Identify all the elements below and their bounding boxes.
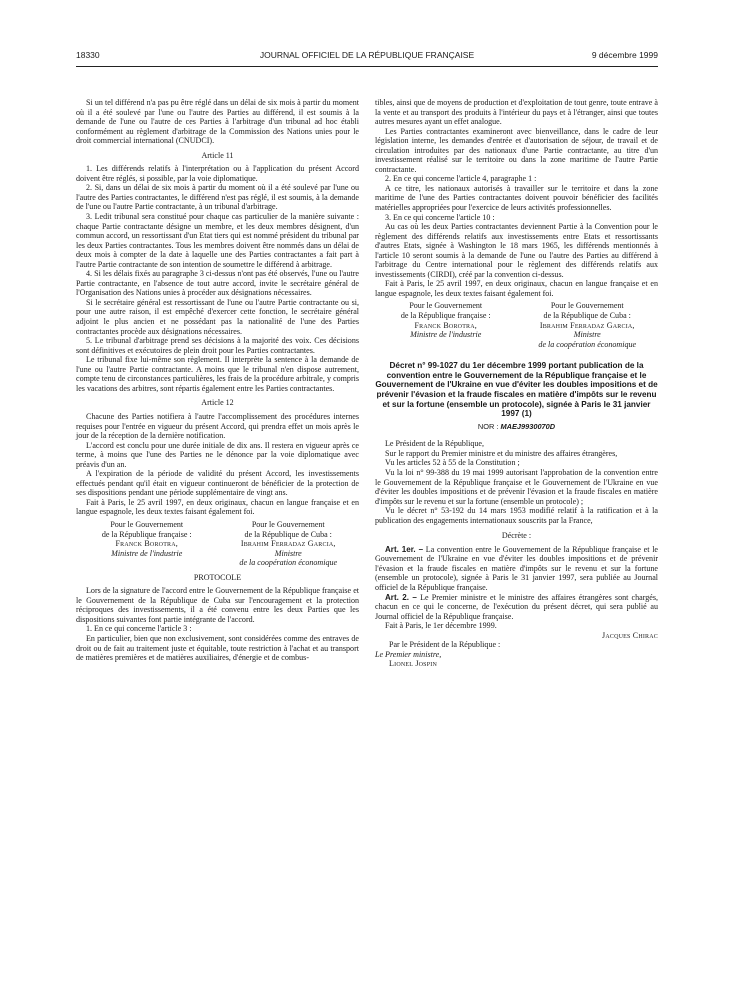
paragraph: 3. Ledit tribunal sera constitué pour chaque cas particulier de la manière suivante : chaque Partie contractante désigne un membre, et les deux membres désignent, d'un commun accord, un ressortissant d'un Etat tiers qui est nommé président du tribunal par les deux Parties contractantes. Tous les membres doivent être nommés dans un délai de deux mois à compter de la date à laquelle une des Parties contractantes a fait part à l'autre Partie contractante de son intention de soumettre le différend à arbitrage. (76, 212, 359, 269)
signature-france (375, 301, 517, 349)
signature-cuba (517, 301, 659, 349)
paragraph: A l'expiration de la période de validité du présent Accord, les investissements effectués pendant qu'il était en vigueur continueront de bénéficier de la protection de ses dispositions pendant une période supplémentaire de vingt ans. (76, 469, 359, 498)
nor-label: NOR : (477, 421, 499, 431)
signatory-name: Franck Borotra, (115, 539, 179, 549)
signatory-name: Franck Borotra, (414, 320, 478, 330)
nor-reference (375, 422, 658, 432)
left-column (76, 98, 359, 663)
paragraph: Si le secrétaire général est ressortissant de l'une ou l'autre Partie contractante ou si, pour une autre raison, il est empêché d'exercer cette fonction, le secrétaire général adjoint le plus ancien et ne possédant pas la nationalité de l'une des Parties contractantes procède aux désignations nécessaires. (76, 297, 359, 336)
page-header (76, 50, 658, 64)
signature-line: Pour le Gouvernement (251, 519, 325, 529)
paragraph: En particulier, bien que non exclusivement, sont considérées comme des entraves de droit ou de fait au traitement juste et équitable, toute restriction à l'achat et au transport de matières premières et de matières auxiliaires, d'énergie et de combus- (76, 633, 359, 663)
signature-line: de la République de Cuba : (244, 529, 332, 539)
signature-line: de la République française : (400, 311, 491, 321)
article-label: Art. 2. – (385, 592, 417, 602)
page-number: 18330 (76, 50, 100, 60)
paragraph: Les Parties contractantes examineront avec bienveillance, dans le cadre de leur législation interne, les demandes d'entrée et d'autorisation de séjour, de travail et de circulation introduites par des nationaux d'une Partie contractante, au titre d'un investissement réalisé sur le territoire ou dans la zone maritime de l'autre Partie contractante. (375, 126, 658, 174)
paragraph: 1. Les différends relatifs à l'interprétation ou à l'application du présent Accord doivent être réglés, si possible, par la voie diplomatique. (76, 164, 359, 183)
paragraph: L'accord est conclu pour une durée initiale de dix ans. Il restera en vigueur après ce terme, à moins que l'une des Parties ne le dénonce par la voie diplomatique avec préavis d'un an. (76, 440, 359, 469)
signature-line: Pour le Gouvernement (409, 301, 483, 311)
signatory-role: Ministre (573, 330, 601, 340)
article-label: Art. 1er. – (385, 544, 424, 554)
paragraph: 3. En ce qui concerne l'article 10 : (385, 212, 495, 222)
paragraph: Fait à Paris, le 25 avril 1997, en deux originaux, chacun en langue française et en langue espagnole, les deux textes faisant également foi. (375, 279, 658, 298)
article-text: La convention entre le Gouvernement de la République française et le Gouvernement de l'Ukraine en vue d'éviter les doubles impositions et de prévenir l'évasion et la fraude fiscales en matière d'impôts sur le revenu et sur la fortune (ensemble un protocole), signée à Paris le 31 janvier 1997, sera publiée au Journal officiel de la République française. (375, 544, 658, 592)
signatory-role: de la coopération économique (538, 339, 637, 349)
signatory-name: Ibrahim Ferradaz Garcia, (539, 320, 635, 330)
signer-name: Jacques Chirac (602, 630, 658, 640)
paragraph: Fait à Paris, le 1er décembre 1999. (385, 621, 497, 631)
paragraph: 4. Si les délais fixés au paragraphe 3 ci-dessus n'ont pas été observés, l'une ou l'autre Partie contractante, en l'absence de tout autre accord, invite le secrétaire général de l'Organisation des Nations unies à procéder aux désignations nécessaires. (76, 269, 359, 298)
header-rule (76, 66, 658, 67)
paragraph: Le tribunal fixe lui-même son règlement. Il interprète la sentence à la demande de l'une ou l'autre Partie contractante. A moins que le tribunal n'en dispose autrement, compte tenu de circonstances particulières, les frais de la procédure arbitrale, y compris les vacations des arbitres, sont répartis également entre les Parties contractantes. (76, 355, 359, 393)
signature-block (76, 520, 359, 568)
paragraph: 2. Si, dans un délai de six mois à partir du moment où il a été soulevé par l'une ou l'autre des Parties contractantes, le différend n'est pas réglé, il est soumis, à la demande de l'une ou l'autre Partie contractante, à un tribunal d'arbitrage. (76, 183, 359, 212)
signature-line: de la République de Cuba : (543, 311, 631, 321)
article-text: Le Premier ministre et le ministre des affaires étrangères sont chargés, chacun en ce qui le concerne, de l'exécution du présent décret, qui sera publié au Journal officiel de la République française. (375, 592, 658, 621)
paragraph: Le Président de la République, (385, 439, 484, 449)
protocol-heading: PROTOCOLE (193, 572, 242, 582)
signatory-role: Ministre (274, 548, 302, 558)
article-heading: Article 12 (201, 398, 234, 408)
article-2 (375, 593, 658, 622)
paragraph: Lors de la signature de l'accord entre le Gouvernement de la République française et le Gouvernement de la République de Cuba sur l'encouragement et la protection réciproques des investissements, il a été convenu entre les deux Parties que les dispositions suivantes font partie intégrante de l'accord. (76, 586, 359, 624)
paragraph: 5. Le tribunal d'arbitrage prend ses décisions à la majorité des voix. Ces décisions sont définitives et exécutoires de plein droit pour les Parties contractantes. (76, 336, 359, 355)
signature-line: de la République française : (101, 529, 192, 539)
decrete-heading: Décrète : (501, 531, 532, 541)
article-heading: Article 11 (201, 150, 234, 160)
nor-code: MAEJ9930070D (500, 421, 556, 431)
decree-title: Décret n° 99-1027 du 1er décembre 1999 portant publication de la convention entre le Gouvernement de la République française et le Gouvernement de l'Ukraine en vue d'éviter les doubles impositions et de prévenir l'évasion et la fraude fiscales en matière d'impôts sur le revenu et sur la fortune (ensemble un protocole), signée à Paris le 31 janvier 1997 (1) (375, 361, 658, 419)
article-1 (375, 545, 658, 593)
paragraph: Vu les articles 52 à 55 de la Constitution ; (385, 458, 520, 468)
par-le-president: Par le Président de la République : (389, 640, 501, 650)
signature-line: Pour le Gouvernement (110, 519, 184, 529)
signature-cuba (218, 520, 360, 568)
signatory-role: Ministre de l'industrie (410, 330, 482, 340)
paragraph: Vu le décret n° 53-192 du 14 mars 1953 modifié relatif à la ratification et à la publication des engagements internationaux souscrits par la France, (375, 506, 658, 525)
paragraph: Si un tel différend n'a pas pu être réglé dans un délai de six mois à partir du moment où il a été soulevé par l'une ou l'autre des Parties au différend, il est soumis à la demande de l'une ou l'autre de ces Parties à l'arbitrage d'un tribunal ad hoc établi conformément au règlement d'arbitrage de la Commission des Nations unies pour le droit commercial international (CNUDCI). (76, 98, 359, 146)
signatory-role: Ministre de l'industrie (111, 548, 183, 558)
paragraph: tibles, ainsi que de moyens de production et d'exploitation de tout genre, toute entrave à la vente et au transport des produits à l'intérieur du pays et à l'étranger, ainsi que toutes autres mesures ayant un effet analogue. (375, 98, 658, 127)
paragraph: 1. En ce qui concerne l'article 3 : (86, 624, 192, 634)
right-column (375, 98, 658, 669)
paragraph: Sur le rapport du Premier ministre et du ministre des affaires étrangères, (385, 448, 618, 458)
paragraph: A ce titre, les nationaux autorisés à travailler sur le territoire et dans la zone maritime de l'une des Parties contractantes doivent pouvoir bénéficier des facilités matérielles appropriées pour l'exercice de leurs activités professionnelles. (375, 183, 658, 213)
paragraph: Vu la loi n° 99-388 du 19 mai 1999 autorisant l'approbation de la convention entre le Gouvernement de la République française et le Gouvernement de l'Ukraine en vue d'éviter les doubles impositions et de prévenir l'évasion et la fraude fiscales en matière d'impôts sur le revenu et sur la fortune (ensemble un protocole) ; (375, 467, 658, 506)
journal-title: JOURNAL OFFICIEL DE LA RÉPUBLIQUE FRANÇAISE (259, 50, 475, 60)
issue-date: 9 décembre 1999 (591, 50, 658, 60)
signature-line: Pour le Gouvernement (550, 301, 624, 311)
signature-france (76, 520, 218, 568)
paragraph: Fait à Paris, le 25 avril 1997, en deux originaux, chacun en langue française et en langue espagnole, les deux textes faisant également foi. (76, 497, 359, 517)
paragraph: 2. En ce qui concerne l'article 4, paragraphe 1 : (385, 174, 537, 184)
paragraph: Au cas où les deux Parties contractantes deviennent Partie à la Convention pour le règlement des différends relatifs aux investissements entre Etats et ressortissants d'autres Etats, signée à Washington le 18 mars 1965, les différends mentionnés à l'article 10 seront soumis à la demande de l'une ou l'autre des Parties au différend à l'arbitrage du Centre international pour le règlement des différends relatifs aux investissements (CIRDI), créé par la convention ci-dessus. (375, 222, 658, 279)
signature-block (375, 301, 658, 349)
signatory-name: Ibrahim Ferradaz Garcia, (240, 539, 336, 549)
signatory-role: de la coopération économique (239, 558, 338, 568)
prime-minister-name: Lionel Jospin (389, 659, 437, 669)
prime-minister-title: Le Premier ministre, (375, 649, 442, 659)
paragraph: Chacune des Parties notifiera à l'autre l'accomplissement des procédures internes requises pour l'entrée en vigueur du présent Accord, qui prendra effet un mois après le jour de la réception de la dernière notification. (76, 411, 359, 441)
